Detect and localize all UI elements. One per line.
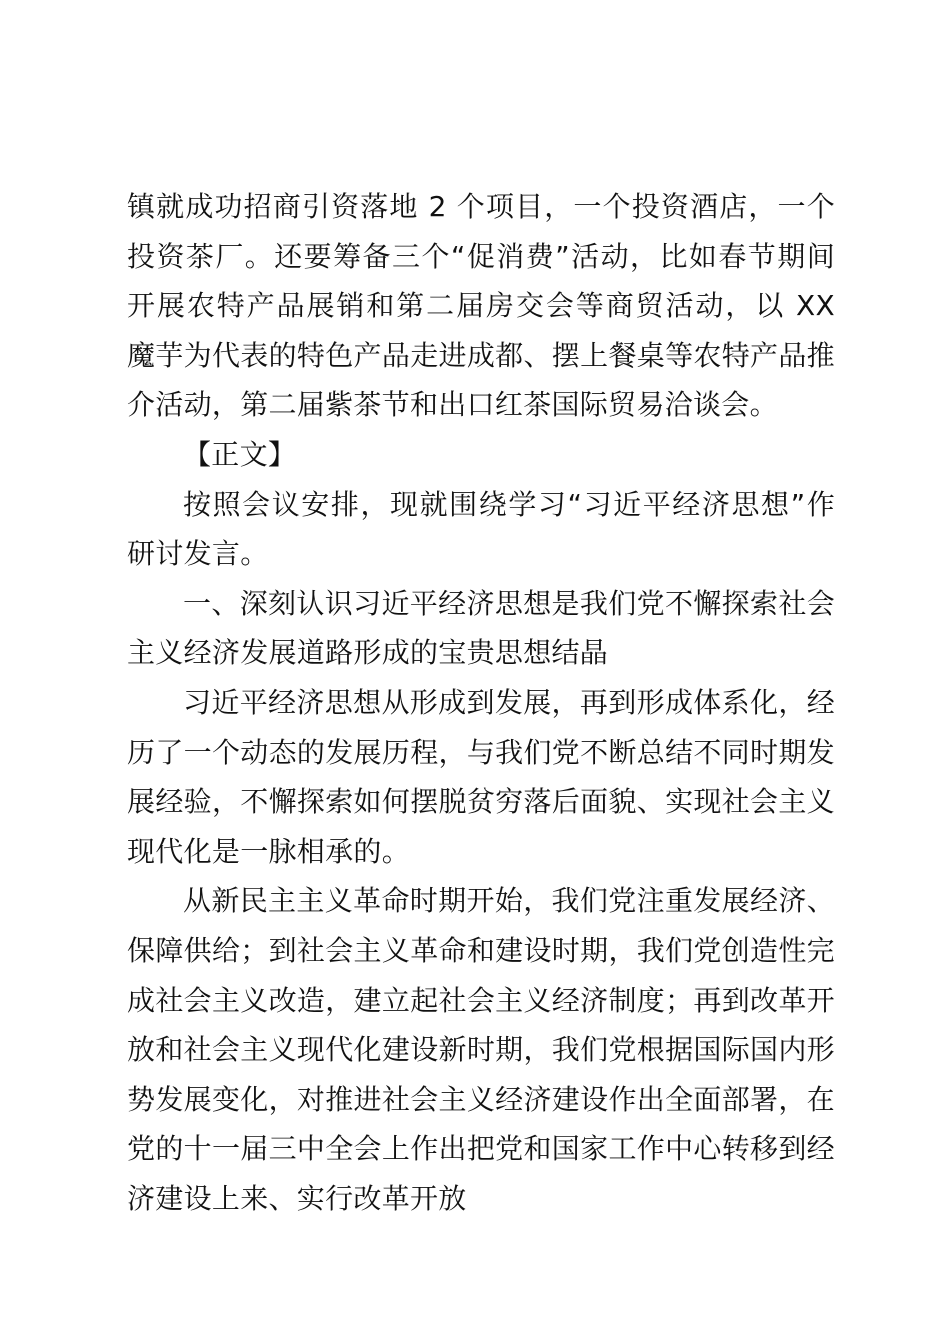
paragraph-body: 从新民主主义革命时期开始，我们党注重发展经济、保障供给；到社会主义革命和建设时期，我们党创造性完成社会主义改造，建立起社会主义经济制度；再到改革开放和社会主义现代化建设新时期，我们党根据国际国内形势发展变化，对推进社会主义经济建设作出全面部署，在党的十一届三中全会上作出把党和国家工作中心转移到经济建设上来、实行改革开放	[127, 884, 835, 1215]
paragraph-continuation: 镇就成功招商引资落地 2 个项目，一个投资酒店，一个投资茶厂。还要筹备三个“促消费”活动，比如春节期间开展农特产品展销和第二届房交会等商贸活动，以 XX 魔芋为代表的特色产品走进成都、摆上餐桌等农特产品推介活动，第二届紫茶节和出口红茶国际贸易洽谈会。	[127, 190, 835, 422]
section-label: 【正文】	[183, 437, 297, 471]
paragraph-body: 习近平经济思想从形成到发展，再到形成体系化，经历了一个动态的发展历程，与我们党不断总结不同时期发展经验，不懈探索如何摆脱贫穷落后面貌、实现社会主义现代化是一脉相承的。	[127, 685, 835, 868]
section-heading: 一、深刻认识习近平经济思想是我们党不懈探索社会主义经济发展道路形成的宝贵思想结晶	[127, 586, 835, 670]
document-body	[127, 182, 835, 1223]
paragraph-intro: 按照会议安排，现就围绕学习“习近平经济思想”作研讨发言。	[127, 487, 835, 571]
